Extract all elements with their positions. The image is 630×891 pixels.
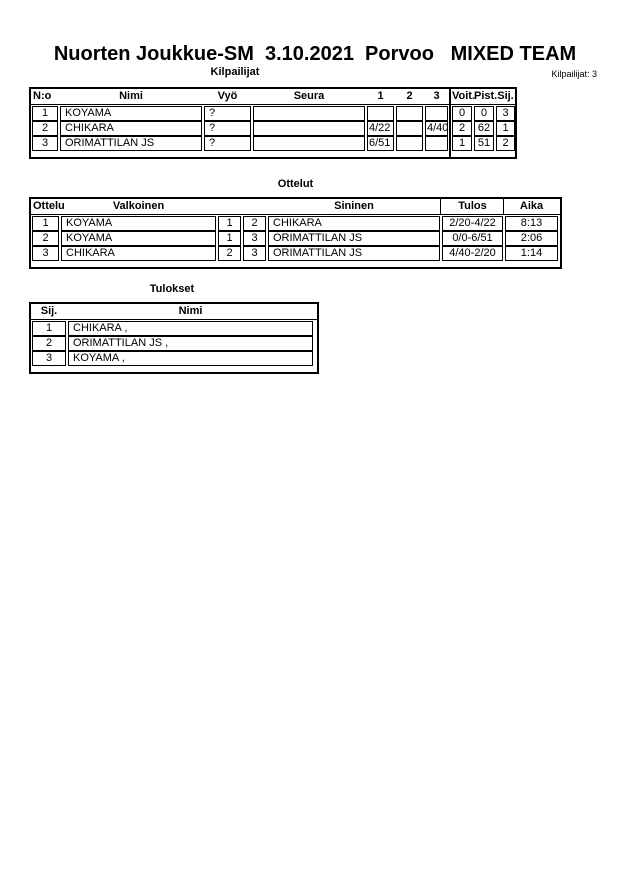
col-header-sij: Sij. <box>40 305 58 317</box>
col-header-voit: Voit. <box>452 90 476 102</box>
cell-rank: 1 <box>32 321 66 336</box>
tulokset-header-row <box>31 304 317 320</box>
cell-white-no: 2 <box>218 246 241 261</box>
col-header-nimi: Nimi <box>178 305 203 317</box>
cell-time: 8:13 <box>505 216 558 231</box>
cell-sij: 2 <box>496 136 515 151</box>
competitors-count: Kilpailijat: 3 <box>551 69 597 79</box>
cell-name: ORIMATTILAN JS , <box>68 336 313 351</box>
cell-round2 <box>396 121 423 136</box>
cell-no: 1 <box>32 106 58 121</box>
cell-round3 <box>425 106 448 121</box>
cell-voit: 2 <box>452 121 472 136</box>
cell-sij: 3 <box>496 106 515 121</box>
cell-sij: 1 <box>496 121 515 136</box>
cell-blue-no: 2 <box>243 216 266 231</box>
cell-white-no: 1 <box>218 231 241 246</box>
kilpailijat-header-row <box>31 89 449 105</box>
cell-result: 2/20-4/22 <box>442 216 503 231</box>
cell-nimi: KOYAMA <box>60 106 202 121</box>
cell-voit: 0 <box>452 106 472 121</box>
ottelut-table <box>29 197 562 269</box>
cell-match-no: 3 <box>32 246 59 261</box>
col-header-ottelu: Ottelu <box>33 200 65 212</box>
cell-round1 <box>367 106 394 121</box>
cell-vyo: ? <box>204 121 251 136</box>
cell-white-name: KOYAMA <box>61 216 216 231</box>
cell-seura <box>253 136 365 151</box>
cell-time: 2:06 <box>505 231 558 246</box>
col-header-pist: Pist. <box>474 90 498 102</box>
cell-vyo: ? <box>204 106 251 121</box>
kilpailijat-score-header-row <box>451 89 516 105</box>
cell-white-name: KOYAMA <box>61 231 216 246</box>
section-title-tulokset: Tulokset <box>149 283 195 295</box>
cell-white-no: 1 <box>218 216 241 231</box>
cell-pist: 0 <box>474 106 494 121</box>
cell-pist: 51 <box>474 136 494 151</box>
cell-round3 <box>425 136 448 151</box>
cell-blue-name: ORIMATTILAN JS <box>268 231 440 246</box>
cell-name: CHIKARA , <box>68 321 313 336</box>
col-header-tulos: Tulos <box>440 199 503 214</box>
page-title: Nuorten Joukkue-SM 3.10.2021 Porvoo MIXED TEAM <box>53 43 577 65</box>
cell-nimi: CHIKARA <box>60 121 202 136</box>
cell-round2 <box>396 106 423 121</box>
col-header-nimi: Nimi <box>119 90 143 102</box>
cell-no: 3 <box>32 136 58 151</box>
cell-vyo: ? <box>204 136 251 151</box>
cell-blue-name: CHIKARA <box>268 216 440 231</box>
col-header-valkoinen: Valkoinen <box>112 200 165 212</box>
col-header-seura: Seura <box>293 90 325 102</box>
cell-rank: 3 <box>32 351 66 366</box>
cell-round2 <box>396 136 423 151</box>
cell-white-name: CHIKARA <box>61 246 216 261</box>
kilpailijat-score-body <box>451 105 516 157</box>
ottelut-section <box>31 199 560 267</box>
tulokset-body <box>31 320 317 372</box>
cell-voit: 1 <box>452 136 472 151</box>
col-header-3: 3 <box>433 90 440 102</box>
cell-match-no: 2 <box>32 231 59 246</box>
cell-round1: 4/22 <box>367 121 394 136</box>
kilpailijat-score-section <box>449 89 516 157</box>
cell-round3: 4/40 <box>427 122 449 134</box>
col-header-no: N:o <box>33 90 52 102</box>
cell-name: KOYAMA , <box>68 351 313 366</box>
col-header-sininen: Sininen <box>334 200 374 212</box>
cell-blue-name: ORIMATTILAN JS <box>268 246 440 261</box>
col-header-vyo: Vyö <box>217 90 238 102</box>
cell-pist: 62 <box>474 121 494 136</box>
cell-round1: 6/51 <box>367 136 394 151</box>
cell-result: 4/40-2/20 <box>442 246 503 261</box>
col-header-sij: Sij. <box>497 90 514 102</box>
cell-rank: 2 <box>32 336 66 351</box>
cell-match-no: 1 <box>32 216 59 231</box>
kilpailijat-table <box>29 87 517 159</box>
col-header-aika: Aika <box>503 199 558 214</box>
ottelut-body <box>31 215 560 267</box>
section-title-ottelut: Ottelut <box>277 178 314 190</box>
tulokset-section <box>31 304 317 372</box>
cell-nimi: ORIMATTILAN JS <box>60 136 202 151</box>
kilpailijat-body <box>31 105 449 157</box>
cell-time: 1:14 <box>505 246 558 261</box>
col-header-1: 1 <box>377 90 384 102</box>
col-header-2: 2 <box>406 90 413 102</box>
section-title-kilpailijat: Kilpailijat <box>210 66 260 78</box>
tulokset-table <box>29 302 319 374</box>
cell-blue-no: 3 <box>243 246 266 261</box>
cell-seura <box>253 106 365 121</box>
ottelut-header-row <box>31 199 560 215</box>
kilpailijat-left-section <box>31 89 449 157</box>
cell-seura <box>253 121 365 136</box>
cell-result: 0/0-6/51 <box>442 231 503 246</box>
cell-blue-no: 3 <box>243 231 266 246</box>
cell-no: 2 <box>32 121 58 136</box>
